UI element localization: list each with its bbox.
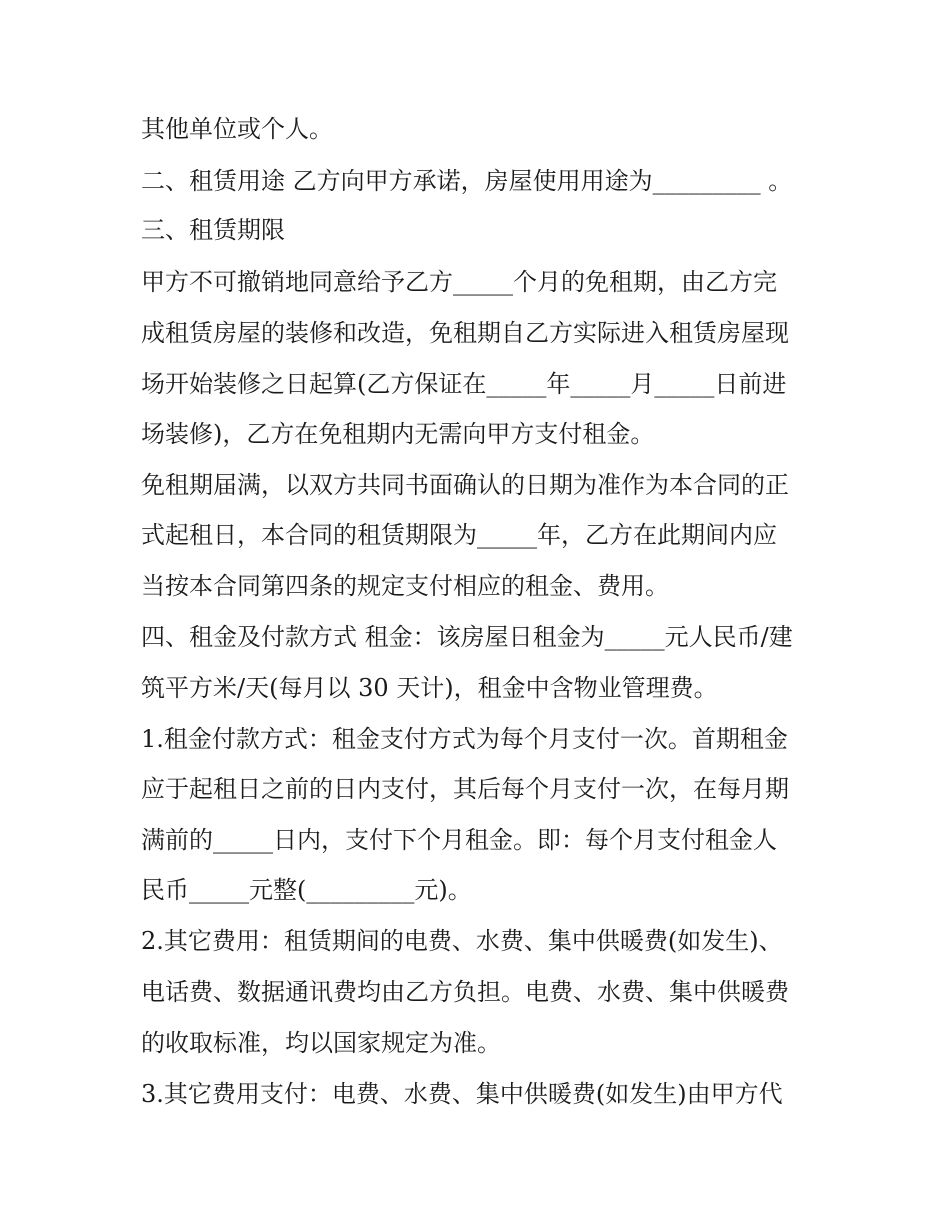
text-line: 甲方不可撤销地同意给予乙方_____个月的免租期，由乙方完	[141, 268, 777, 296]
text-line: 成租赁房屋的装修和改造，免租期自乙方实际进入租赁房屋现	[141, 319, 789, 347]
section-heading: 三、租赁期限	[141, 216, 285, 244]
text-line: 其他单位或个人。	[141, 115, 333, 143]
text-line: 二、租赁用途 乙方向甲方承诺，房屋使用用途为_________ 。	[141, 167, 793, 195]
text-line: 民币_____元整(_________元)。	[141, 876, 472, 904]
text-line: 当按本合同第四条的规定支付相应的租金、费用。	[141, 572, 669, 600]
text-line: 的收取标准，均以国家规定为准。	[141, 1029, 501, 1057]
text-line: 3.其它费用支付：电费、水费、集中供暖费(如发生)由甲方代	[141, 1080, 783, 1108]
text-line: 免租期届满，以双方共同书面确认的日期为准作为本合同的正	[141, 471, 789, 499]
text-line: 2.其它费用：租赁期间的电费、水费、集中供暖费(如发生)、	[141, 927, 783, 955]
text-line: 场装修)，乙方在免租期内无需向甲方支付租金。	[141, 420, 655, 448]
text-line: 1.租金付款方式：租金支付方式为每个月支付一次。首期租金	[141, 725, 788, 753]
text-line: 筑平方米/天(每月以 30 天计)，租金中含物业管理费。	[141, 674, 718, 702]
text-line: 式起租日，本合同的租赁期限为_____年，乙方在此期间内应	[141, 521, 777, 549]
text-line: 满前的_____日内，支付下个月租金。即：每个月支付租金人	[141, 826, 777, 854]
text-line: 应于起租日之前的日内支付，其后每个月支付一次，在每月期	[141, 775, 789, 803]
text-line: 场开始装修之日起算(乙方保证在_____年_____月_____日前进	[141, 370, 787, 398]
text-line: 电话费、数据通讯费均由乙方负担。电费、水费、集中供暖费	[141, 978, 789, 1006]
text-line: 四、租金及付款方式 租金：该房屋日租金为_____元人民币/建	[141, 623, 793, 651]
